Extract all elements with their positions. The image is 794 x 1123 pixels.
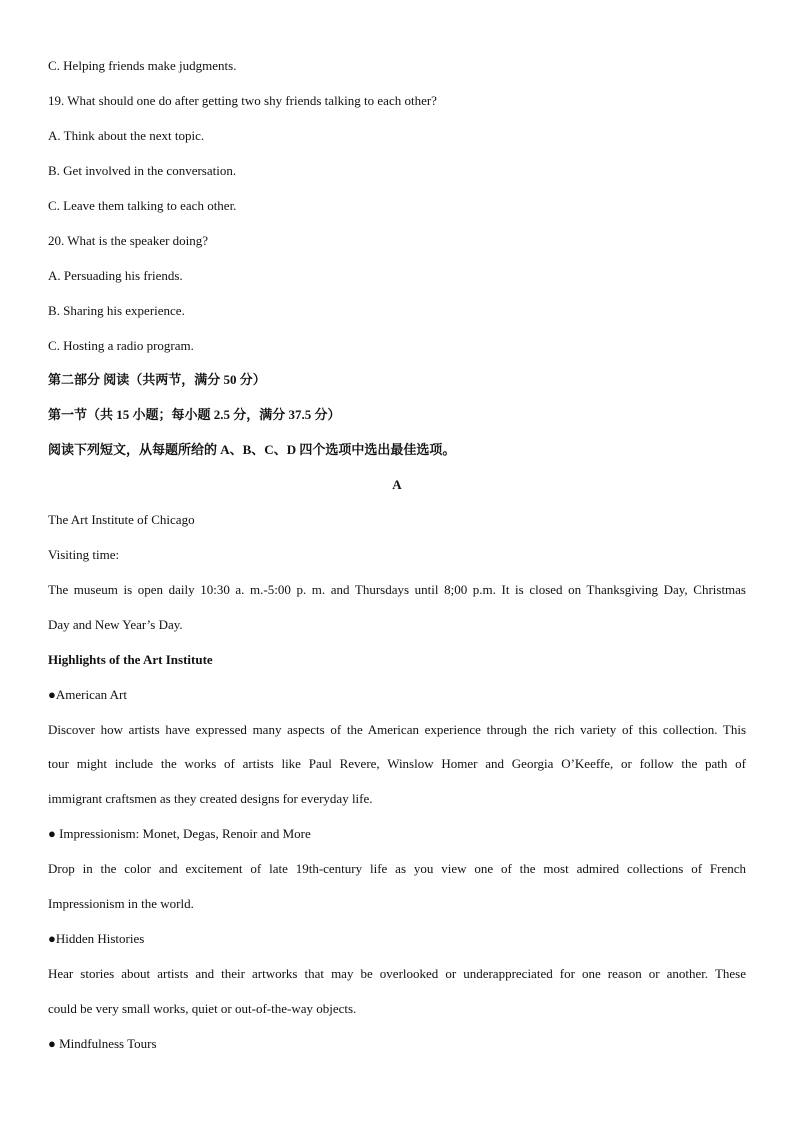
highlights-heading: Highlights of the Art Institute [48,652,213,667]
subsection-heading: 第一节（共 15 小题；每小题 2.5 分，满分 37.5 分） [48,407,341,422]
question-19: 19. What should one do after getting two shy friends talking to each other? [48,93,437,108]
option-20a: A. Persuading his friends. [48,268,183,283]
bullet-hidden-histories: ●Hidden Histories [48,931,145,946]
hidden-histories-text-2: could be very small works, quiet or out-of-the-way objects. [48,1001,357,1016]
american-art-text-3: immigrant craftsmen as they created designs for everyday life. [48,791,373,806]
reading-instructions: 阅读下列短文，从每题所给的 A、B、C、D 四个选项中选出最佳选项。 [48,442,456,457]
bullet-american-art: ●American Art [48,687,127,702]
option-18c: C. Helping friends make judgments. [48,58,237,73]
section-heading-reading: 第二部分 阅读（共两节，满分 50 分） [48,372,266,387]
hidden-histories-text-1: Hear stories about artists and their artworks that may be overlooked or underappreciated for one reason or another. These [48,966,746,981]
option-20b: B. Sharing his experience. [48,303,185,318]
visiting-time-label: Visiting time: [48,547,120,562]
option-19b: B. Get involved in the conversation. [48,163,237,178]
passage-label: A [392,477,402,492]
impressionism-text-1: Drop in the color and excitement of late 19th-century life as you view one of the most admired collections of French [48,861,746,876]
impressionism-text-2: Impressionism in the world. [48,896,194,911]
passage-title: The Art Institute of Chicago [48,512,195,527]
bullet-impressionism: ● Impressionism: Monet, Degas, Renoir and More [48,826,311,841]
option-19a: A. Think about the next topic. [48,128,205,143]
visiting-time-text-1: The museum is open daily 10:30 a. m.-5:00 p. m. and Thursdays until 8;00 p.m. It is closed on Thanksgiving Day, Christmas [48,582,746,597]
american-art-text-1: Discover how artists have expressed many aspects of the American experience through the rich variety of this collection. This [48,722,746,737]
option-19c: C. Leave them talking to each other. [48,198,237,213]
american-art-text-2: tour might include the works of artists like Paul Revere, Winslow Homer and Georgia O’Keeffe, or follow the path of [48,756,746,771]
visiting-time-text-2: Day and New Year’s Day. [48,617,183,632]
question-20: 20. What is the speaker doing? [48,233,209,248]
option-20c: C. Hosting a radio program. [48,338,194,353]
bullet-mindfulness-tours: ● Mindfulness Tours [48,1036,157,1051]
